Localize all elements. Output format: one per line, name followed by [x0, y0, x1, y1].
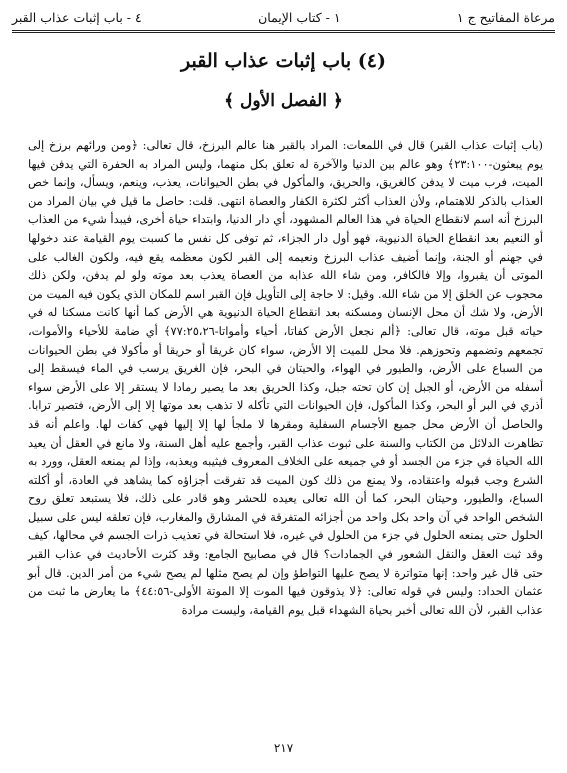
chapter-title: (٤) باب إثبات عذاب القبر: [181, 50, 386, 72]
header-divider: [12, 30, 555, 33]
header-book-title: مرعاة المفاتيح ج ١: [456, 9, 555, 25]
body-paragraph: (باب إثبات عذاب القبر) قال في اللمعات: المراد بالقبر هنا عالم البرزخ، قال تعالى: ﴿ومن ورائهم برزخ إلى يوم يبعثون-٢٣:١٠٠﴾ وهو عالم بين الدنيا والآخرة له تعلق بكل منهما، وليس المراد به الحفرة التي يدفن فيها الميت، فرب ميت لا يدفن كالغريق، والحريق، والمأكول في بطن الحيوانات، يعذب، وينعم، ويسأل، وإنما خص العذاب بالذكر للاهتمام، ولأن العذاب أكثر لكثرة الكفار والعصاة انتهى. قلت: حاصل ما قيل في بيان المراد من البرزخ أنه اسم لانقطاع الحياة في هذا العالم المشهود، أي دار الدنيا، وابتداء حياة أخرى، فيبدأ شيء من العذاب أو النعيم بعد انقطاع الحياة الدنيوية، فهو أول دار الجزاء، ثم توفى كل نفس ما كسبت يوم القيامة عند دخولها في جهنم أو الجنة، وإنما أضيف عذاب البرزخ ونعيمه إلى القبر لكون معظمه يقع فيه، ولكون الغالب على الموتى أن يقبروا، وإلا فالكافر، ومن شاء الله عذابه من العصاة يعذب بعد موته ولو لم يدفن، ولكن ذلك محجوب عن الخلق إلا من شاء الله. وقيل: لا حاجة إلى التأويل فإن القبر اسم للمكان الذي يكون فيه الميت من الأرض، ولا شك أن محل الإنسان ومسكنه بعد انقطاع الحياة الدنيوية هي الأرض كما أنها كانت مسكنا له في حياته قبل موته، قال تعالى: ﴿ألم نجعل الأرض كفاتا، أحياء وأمواتا-٧٧:٢٥،٢٦﴾ أي ضامة للأحياء والأموات، تجمعهم وتضمهم وتحوزهم. فلا محل للميت إلا الأرض، سواء كان غريقا أو حريقا أو مأكولا في بطن الحيوانات من السباع على الأرض، والطيور في الهواء، والحيتان في البحر، فإن الغريق يرسب في الماء فيسقط إلى أسفله من الأرض، أو الجبل إن كان تحته جبل، وكذا الحريق بعد ما يصير رمادا لا يستقر إلا على الأرض سواء أذري في البر أو البحر، وكذا المأكول، فإن الحيوانات التي تأكله لا تذهب بعد موتها إلا إلى الأرض، فتصير ترابا. والحاصل أن الأرض محل جميع الأجسام السفلية ومقرها لا ملجأ لها إلا إليها فهي كفات لها. واعلم أنه قد تظاهرت الدلائل من الكتاب والسنة على ثبوت عذاب القبر، وأجمع عليه أهل السنة، ولا مانع في العقل أن يعيد الله الحياة في جزء من الجسد أو في جميعه على الخلاف المعروف فيثيبه ويعذبه، وإذا لم يمنعه العقل، وورد به الشرع وجب قبوله واعتقاده، ولا يمنع من ذلك كون الميت قد تفرقت أجزاؤه كما يشاهد في العادة، أو أكلته السباع، والطيور، وحيتان البحر، كما أن الله تعالى يعيده للحشر وهو قادر على ذلك، فلا يستبعد تعلق روح الشخص الواحد في آن واحد بكل واحد من أجزائه المتفرقة في المشارق والمغارب، فإن تعلقه ليس على سبيل الحلول حتى يمنعه الحلول في جزء من الحلول في غيره، فلا استحالة في تعذيب ذرات الجسم في محالها، كيف وقد ثبت العقل والنقل الشعور في الجمادات؟ قال في مصابيح الجامع: وقد كثرت الأحاديث في عذاب القبر حتى قال غير واحد: إنها متواترة لا يصح عليها التواطؤ وإن لم يصح مثلها لم يصح شيء من أمر الدين. قال أبو عثمان الحداد: وليس في قوله تعالى: ﴿لا يذوقون فيها الموت إلا الموتة الأولى-٤٤:٥٦﴾ ما يعارض ما ثبت من عذاب القبر، لأن الله تعالى أخبر بحياة الشهداء قبل يوم القيامة، وليست مرادة: [28, 138, 544, 617]
page-number: ٢١٧: [273, 741, 294, 755]
section-title: ﴿ الفصل الأول ﴾: [224, 91, 343, 111]
header-chapter: ٤ - باب إثبات عذاب القبر: [12, 9, 142, 25]
running-header: [12, 4, 555, 30]
header-book-section: ١ - كتاب الإيمان: [258, 9, 341, 25]
